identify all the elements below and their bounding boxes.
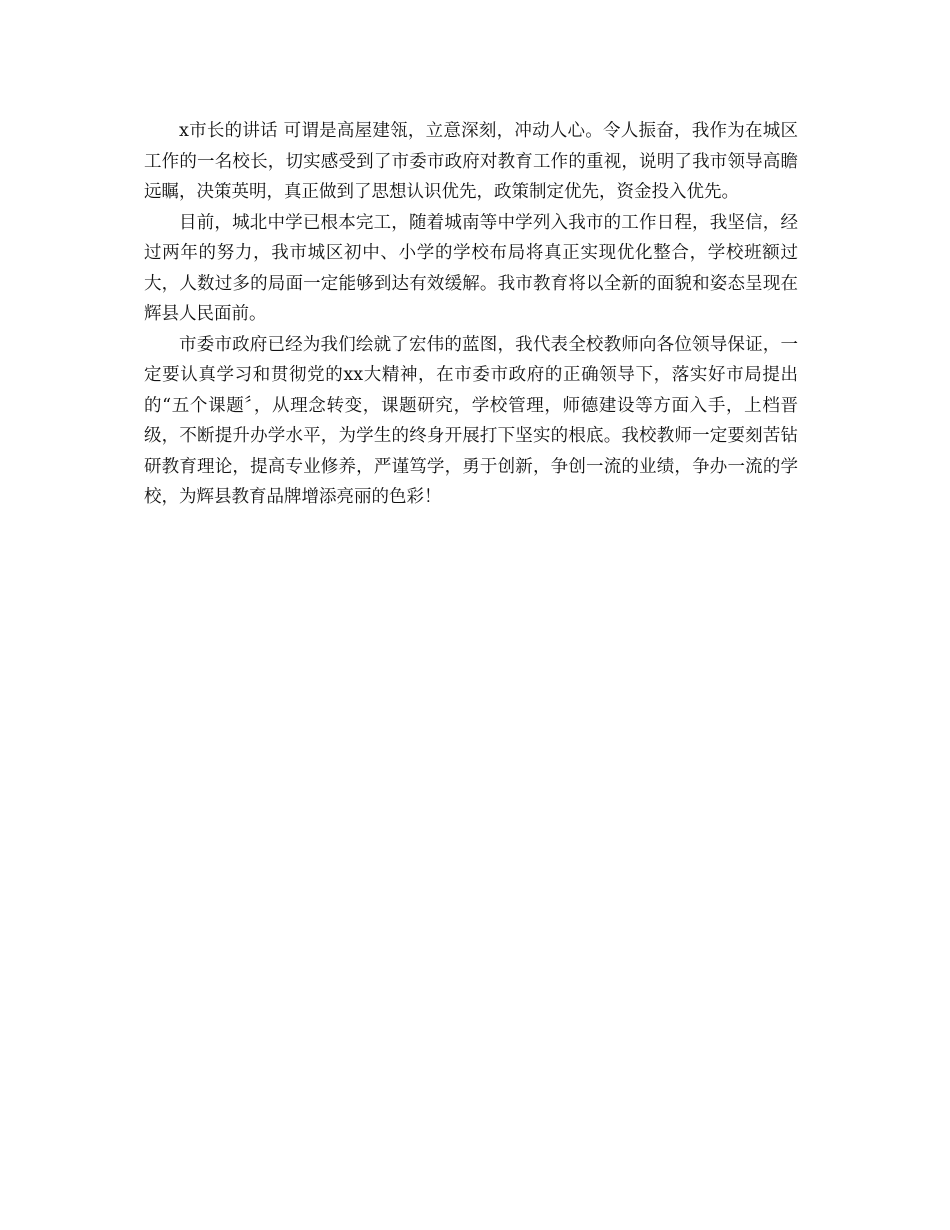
document-body (144, 116, 798, 513)
paragraph-1: x市长的讲话 可谓是高屋建瓴，立意深刻，冲动人心。令人振奋，我作为在城区工作的一名校长，切实感受到了市委市政府对教育工作的重视，说明了我市领导高瞻远瞩，决策英明，真正做到了思想认识优先，政策制定优先，资金投入优先。 (144, 121, 798, 202)
paragraph-2: 目前，城北中学已根本完工，随着城南等中学列入我市的工作日程，我坚信，经过两年的努力，我市城区初中、小学的学校布局将真正实现优化整合，学校班额过大，人数过多的局面一定能够到达有效缓解。我市教育将以全新的面貌和姿态呈现在辉县人民面前。 (144, 212, 798, 324)
paragraph-3: 市委市政府已经为我们绘就了宏伟的蓝图，我代表全校教师向各位领导保证，一定要认真学习和贯彻党的xx大精神，在市委市政府的正确领导下，落实好市局提出的“五个课题〞，从理念转变，课题研究，学校管理，师德建设等方面入手，上档晋级，不断提升办学水平，为学生的终身开展打下坚实的根底。我校教师一定要刻苦钻研教育理论，提高专业修养，严谨笃学，勇于创新，争创一流的业绩，争办一流的学校，为辉县教育品牌增添亮丽的色彩！ (144, 334, 798, 507)
